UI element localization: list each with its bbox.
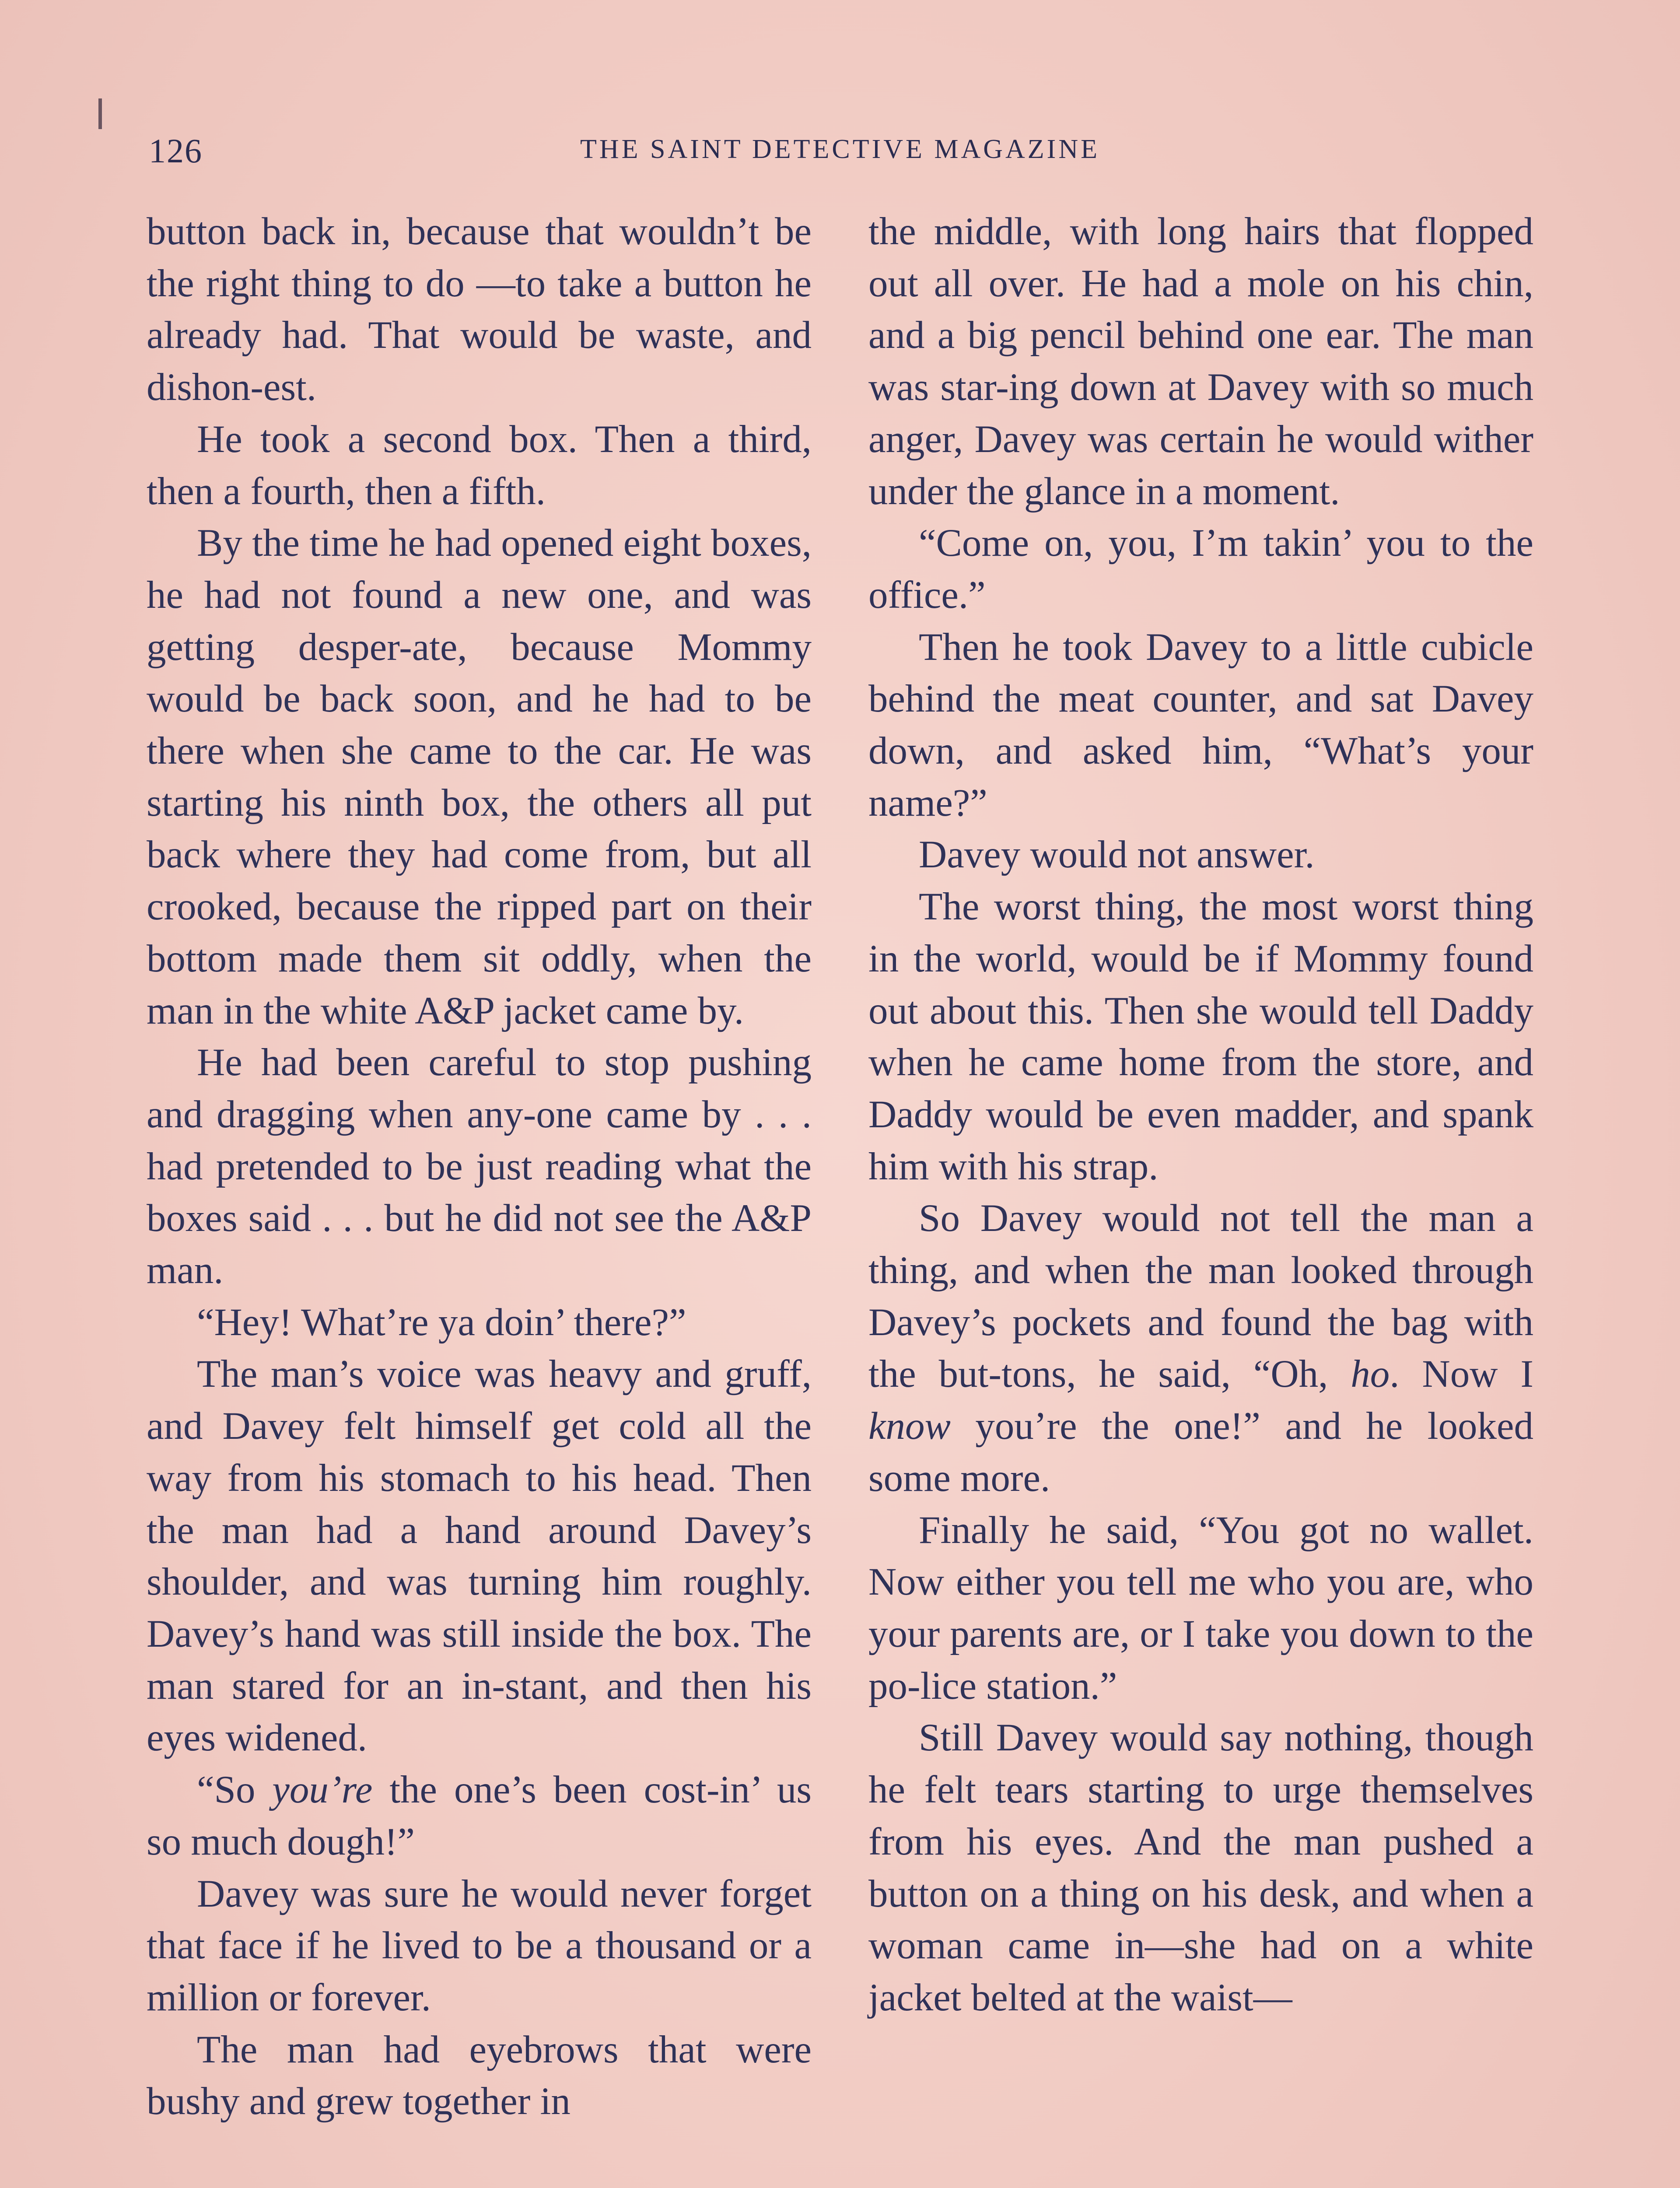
paragraph <box>868 829 1533 881</box>
paragraph <box>868 517 1533 621</box>
paragraph <box>147 414 812 517</box>
paragraph-text: the middle, with long hairs that flopped out all over. He had a mole on his chin, and a big pencil behind one ear. The man was star-ing down at Davey with so much anger, Davey was certain he would wither under the glance in a moment. <box>868 210 1533 513</box>
paragraph <box>868 206 1533 517</box>
paragraph-text: The man’s voice was heavy and gruff, and Davey felt himself get cold all the way from his stomach to his head. Then the man had a hand around Davey’s shoulder, and was turning him roughly. Davey’s hand was still inside the box. The man stared for an in-stant, and then his eyes widened. <box>147 1353 812 1760</box>
paragraph-text: He had been careful to stop pushing and dragging when any-one came by . . . had pretended to be just reading what the boxes said . . . but he did not see the A&P man. <box>147 1041 812 1292</box>
paragraph-text: Finally he said, “You got no wallet. Now either you tell me who you are, who your parents are, or I take you down to the po-lice station.” <box>868 1508 1533 1708</box>
paragraph-text: By the time he had opened eight boxes, he had not found a new one, and was getting desper-ate, because Mommy would be back soon, and he had to be there when she came to the car. He was starting his ninth box, the others all put back where they had come from, but all crooked, because the ripped part on their bottom made them sit oddly, when the man in the white A&P jacket came by. <box>147 522 812 1032</box>
paragraph <box>147 1297 812 1349</box>
paragraph-text: So Davey would not tell the man a thing, and when the man looked through Davey’s pockets and found the bag with the but-tons, he said, “Oh, <box>868 1197 1533 1396</box>
page-header <box>149 131 1531 184</box>
paragraph-text: Still Davey would say nothing, though he felt tears starting to urge themselves from his eyes. And the man pushed a button on a thing on his desk, and when a woman came in—she had on a white jacket belted at the waist— <box>868 1716 1533 2019</box>
paragraph <box>868 621 1533 829</box>
left-text-column <box>147 206 812 2128</box>
page-number: 126 <box>149 132 203 170</box>
paragraph <box>868 1712 1533 2023</box>
italic-text: ho <box>1351 1353 1390 1396</box>
paragraph <box>147 517 812 1037</box>
paragraph <box>147 206 812 414</box>
paragraph-text: “Come on, you, I’m takin’ you to the office.” <box>868 522 1533 617</box>
paragraph <box>868 881 1533 1192</box>
paragraph <box>868 1192 1533 1504</box>
paragraph-text: Davey would not answer. <box>919 833 1315 877</box>
paragraph <box>147 2024 812 2128</box>
running-head: THE SAINT DETECTIVE MAGAZINE <box>580 134 1100 164</box>
paragraph-text: “So <box>197 1768 273 1812</box>
paragraph <box>868 1504 1533 1712</box>
paragraph-text: The worst thing, the most worst thing in the world, would be if Mommy found out about this. Then she would tell Daddy when he came home from the store, and Daddy would be even madder, and spank him with his strap. <box>868 885 1533 1188</box>
paragraph-text: Davey was sure he would never forget that face if he lived to be a thousand or a million or forever. <box>147 1872 812 2019</box>
paragraph-text: “Hey! What’re ya doin’ there?” <box>197 1301 686 1344</box>
paragraph <box>147 1764 812 1868</box>
paragraph-text: the one’s been cost-in’ us so much dough!” <box>147 1768 812 1863</box>
paragraph-text: . Now I <box>1390 1353 1533 1396</box>
paragraph <box>147 1348 812 1764</box>
italic-text: you’re <box>272 1768 373 1812</box>
paragraph-text: He took a second box. Then a third, then a fourth, then a fifth. <box>147 417 812 513</box>
paragraph-text: The man had eyebrows that were bushy and grew together in <box>147 2028 812 2123</box>
paragraph-text: you’re the one!” and he looked some more. <box>868 1405 1533 1500</box>
paragraph-text: button back in, because that wouldn’t be the right thing to do —to take a button he already had. That would be waste, and dishon-est. <box>147 210 812 409</box>
paragraph <box>147 1037 812 1297</box>
paragraph-text: Then he took Davey to a little cubicle behind the meat counter, and sat Davey down, and asked him, “What’s your name?” <box>868 625 1533 824</box>
right-text-column <box>868 206 1533 2024</box>
italic-text: know <box>868 1405 951 1448</box>
page-edge-mark <box>98 98 102 129</box>
paragraph <box>147 1868 812 2024</box>
